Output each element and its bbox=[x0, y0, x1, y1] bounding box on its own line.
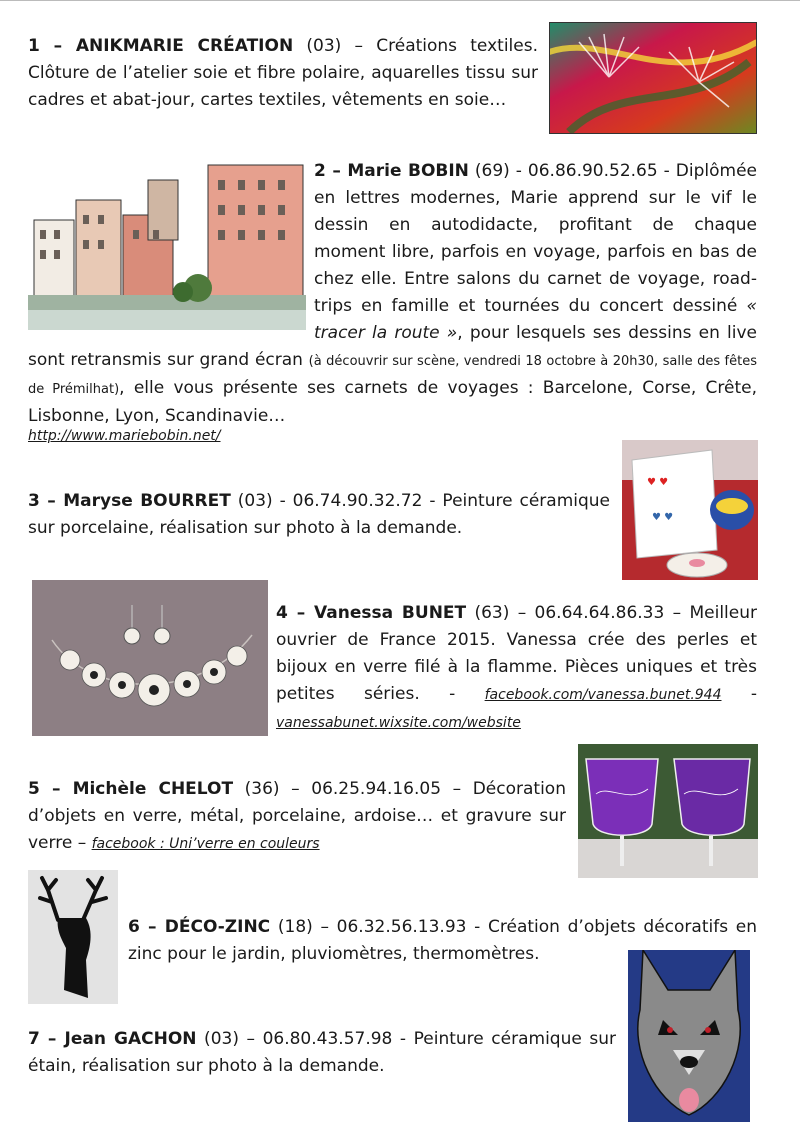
entry-number: 2 bbox=[314, 161, 326, 181]
entry-4 bbox=[276, 600, 757, 737]
entry-3 bbox=[28, 488, 610, 542]
entry-text: (69) - 06.86.90.52.65 - Diplômée en lettres modernes, Marie apprend sur le vif le dessin en autodidacte, profitant de chaque moment libre, parfois en voyage, parfois en bas de chez elle. Entre salons du carnet de voyage, road-trips en famille et tournées du concert dessiné bbox=[314, 161, 758, 316]
entry-name: Jean GACHON bbox=[64, 1029, 197, 1049]
entry-2 bbox=[28, 158, 757, 430]
entry-number: 4 bbox=[276, 603, 288, 623]
entry-name: Maryse BOURRET bbox=[63, 491, 231, 511]
entry-name: Vanessa BUNET bbox=[314, 603, 467, 623]
entry-text: (63) – 06.64.64.86.33 – Meilleur ouvrier de France 2015. Vanessa crée des perles et bijoux en verre filé à la flamme. Pièces uniques et très petites séries. - bbox=[276, 603, 757, 704]
entry-dash: – bbox=[325, 161, 348, 181]
entry-1 bbox=[28, 33, 538, 114]
entry-name: Michèle CHELOT bbox=[72, 779, 234, 799]
entry-text: (36) – 06.25.94.16.05 – Décoration d’objets en verre, métal, porcelaine, ardoise… et gravure sur verre – bbox=[28, 779, 566, 853]
glass-jewelry-image bbox=[32, 580, 268, 736]
entry-text: (18) – 06.32.56.13.93 - Création d’objets décoratifs en zinc pour le jardin, pluviomètres, thermomètres. bbox=[128, 917, 757, 964]
entry-name: Marie BOBIN bbox=[347, 161, 469, 181]
link-separator: - bbox=[721, 684, 757, 704]
deer-head-image bbox=[28, 870, 118, 1004]
entry-text-end: , elle vous présente ses carnets de voyages : Barcelone, Corse, Crête, Lisbonne, Lyon, Scandinavie… bbox=[28, 378, 758, 426]
svg-text:♥ ♥: ♥ ♥ bbox=[652, 512, 674, 523]
entry-dash: – bbox=[287, 603, 315, 623]
facebook-link[interactable]: facebook.com/vanessa.bunet.944 bbox=[484, 687, 722, 703]
entry-number: 1 bbox=[28, 36, 40, 56]
entry-number: 3 bbox=[28, 491, 40, 511]
website-link[interactable]: vanessabunet.wixsite.com/website bbox=[276, 715, 521, 731]
show-title: « tracer la route » bbox=[314, 296, 757, 343]
entry-name: ANIKMARIE CRÉATION bbox=[75, 36, 294, 56]
porcelain-image bbox=[622, 440, 758, 580]
entry-number: 7 bbox=[28, 1029, 40, 1049]
silk-painting-image bbox=[549, 22, 757, 134]
website-link[interactable]: http://www.mariebobin.net/ bbox=[28, 428, 221, 444]
entry-name: DÉCO-ZINC bbox=[164, 917, 271, 937]
entry-dash: – bbox=[139, 917, 165, 937]
entry-dash: – bbox=[39, 1029, 65, 1049]
entry-5 bbox=[28, 776, 566, 858]
entry-number: 6 bbox=[128, 917, 140, 937]
wolf-painting-image bbox=[628, 950, 750, 1122]
engraved-glasses-image bbox=[578, 744, 758, 878]
entry-dash: – bbox=[39, 36, 76, 56]
facebook-link[interactable]: facebook : Uni’verre en couleurs bbox=[91, 836, 320, 852]
top-rule bbox=[0, 0, 800, 4]
svg-text:♥ ♥: ♥ ♥ bbox=[647, 477, 669, 488]
entry-text-continued: , pour lesquels ses dessins en live sont retransmis sur grand écran bbox=[28, 323, 757, 370]
entry-text: (03) - 06.74.90.32.72 - Peinture céramique sur porcelaine, réalisation sur photo à la demande. bbox=[28, 491, 610, 538]
entry-text: (03) – 06.80.43.57.98 - Peinture céramique sur étain, réalisation sur photo à la demande. bbox=[28, 1029, 616, 1076]
entry-7 bbox=[28, 1026, 616, 1080]
entry-dash: – bbox=[39, 491, 64, 511]
entry-dash: – bbox=[39, 779, 73, 799]
event-note: (à découvrir sur scène, vendredi 18 octobre à 20h30, salle des fêtes de Prémilhat) bbox=[28, 354, 757, 397]
entry-number: 5 bbox=[28, 779, 40, 799]
entry-text: (03) – Créations textiles. Clôture de l’atelier soie et fibre polaire, aquarelles tissu sur cadres et abat-jour, cartes textiles, vêtements en soie… bbox=[28, 36, 538, 110]
